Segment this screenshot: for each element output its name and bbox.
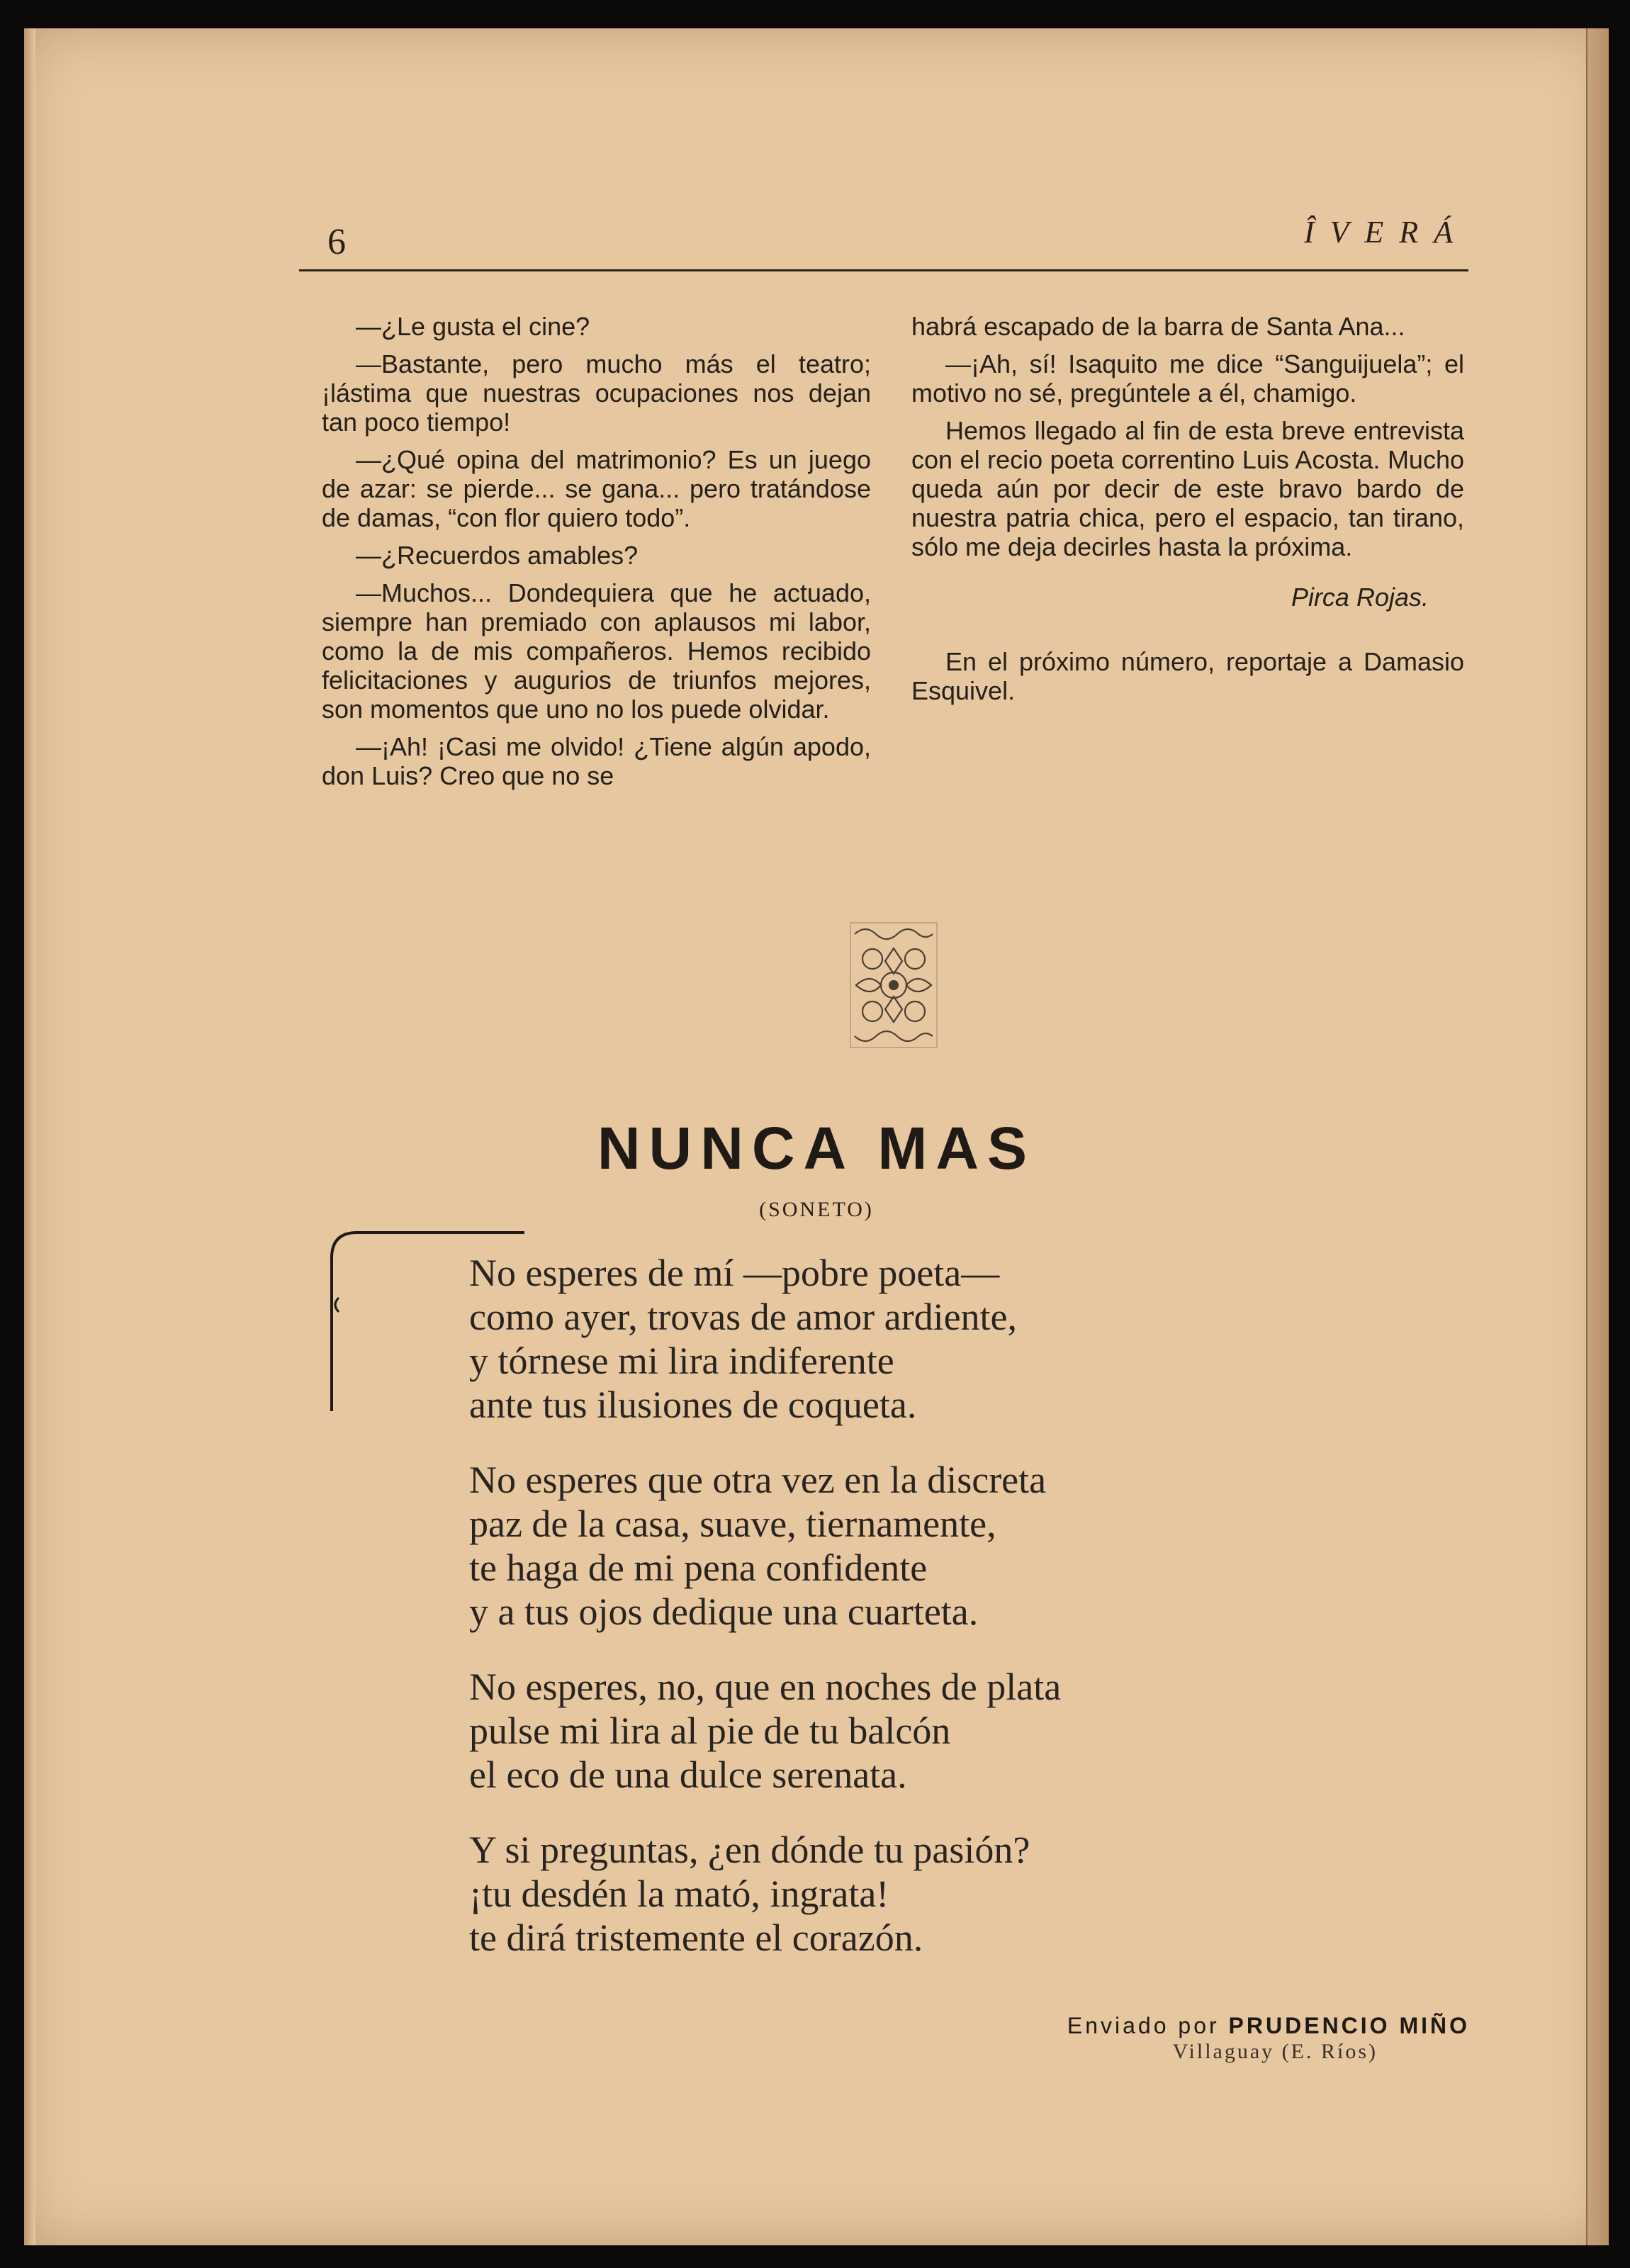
interview-paragraph: —¿Recuerdos amables? <box>356 541 639 570</box>
poem-stanza <box>469 1251 1320 1427</box>
header-rule <box>299 269 1468 271</box>
poem-line: No esperes que otra vez en la discreta <box>469 1459 1047 1501</box>
poem-line: te haga de mi pena confidente <box>469 1546 928 1589</box>
interview-paragraph: —Muchos... Dondequiera que he actuado, siempre han premiado con aplausos mi labor, como la de mis compañeros. Hemos recibido felicitaciones y augurios de triunfos mejores, son momentos que uno no los puede olvidar. <box>322 578 871 724</box>
poem-title: NUNCA MAS <box>597 1115 1036 1181</box>
magazine-page <box>24 28 1609 2245</box>
poem-line: y tórnese mi lira indiferente <box>469 1340 894 1382</box>
page-number: 6 <box>327 222 346 262</box>
ornament-icon <box>848 920 940 1050</box>
poem-line: paz de la casa, suave, tiernamente, <box>469 1503 996 1545</box>
poem-line: ante tus ilusiones de coqueta. <box>469 1383 917 1426</box>
poem-line: ¡tu desdén la mató, ingrata! <box>469 1873 889 1915</box>
interview-continuation: habrá escapado de la barra de Santa Ana... <box>911 312 1405 341</box>
interview-paragraph: —¡Ah! ¡Casi me olvido! ¿Tiene algún apodo, don Luis? Creo que no se <box>322 732 871 790</box>
sender-credit <box>945 2013 1470 2039</box>
poem-stanza <box>469 1828 1320 1960</box>
poem-line: y a tus ojos dedique una cuarteta. <box>469 1590 979 1633</box>
interview-right-column <box>911 312 1464 714</box>
interview-left-column <box>322 312 871 799</box>
next-issue-note: En el próximo número, reportaje a Damasio Esquivel. <box>911 647 1464 705</box>
poem-line: como ayer, trovas de amor ardiente, <box>469 1296 1018 1338</box>
running-title: ÎVERÁ <box>1303 215 1468 249</box>
poem-line: te dirá tristemente el corazón. <box>469 1916 923 1959</box>
poem-subtitle: (SONETO) <box>759 1198 874 1221</box>
sent-by-label: Enviado por <box>1067 2013 1220 2038</box>
author-signature: Pirca Rojas. <box>1291 583 1429 612</box>
interview-paragraph: —¡Ah, sí! Isaquito me dice “Sanguijuela”; el motivo no sé, pregúntele a él, chamigo. <box>911 349 1464 408</box>
sender-name: PRUDENCIO MIÑO <box>1228 2013 1470 2038</box>
poem-body <box>469 1251 1320 1991</box>
sender-location: Villaguay (E. Ríos) <box>1172 2040 1378 2063</box>
page-header <box>299 186 1468 271</box>
poem-line: Y si preguntas, ¿en dónde tu pasión? <box>469 1829 1030 1871</box>
poem-line: No esperes, no, que en noches de plata <box>469 1666 1062 1708</box>
interview-paragraph: Hemos llegado al fin de esta breve entrevista con el recio poeta correntino Luis Acosta. Mucho queda aún por decir de este bravo bardo de nuestra patria chica, pero el espacio, tan tirano, sólo me deja decirles hasta la próxima. <box>911 416 1464 561</box>
interview-paragraph: —¿Le gusta el cine? <box>356 312 590 341</box>
interview-paragraph: —Bastante, pero mucho más el teatro; ¡lástima que nuestras ocupaciones nos dejan tan poco tiempo! <box>322 349 871 437</box>
poem-line: el eco de una dulce serenata. <box>469 1753 907 1796</box>
poem-line: pulse mi lira al pie de tu balcón <box>469 1710 951 1752</box>
poem-stanza <box>469 1458 1320 1634</box>
interview-paragraph: —¿Qué opina del matrimonio? Es un juego de azar: se pierde... se gana... pero tratándose de damas, “con flor quiero todo”. <box>322 445 871 532</box>
poem-line: No esperes de mí —pobre poeta— <box>469 1252 1000 1294</box>
poem-stanza <box>469 1665 1320 1797</box>
